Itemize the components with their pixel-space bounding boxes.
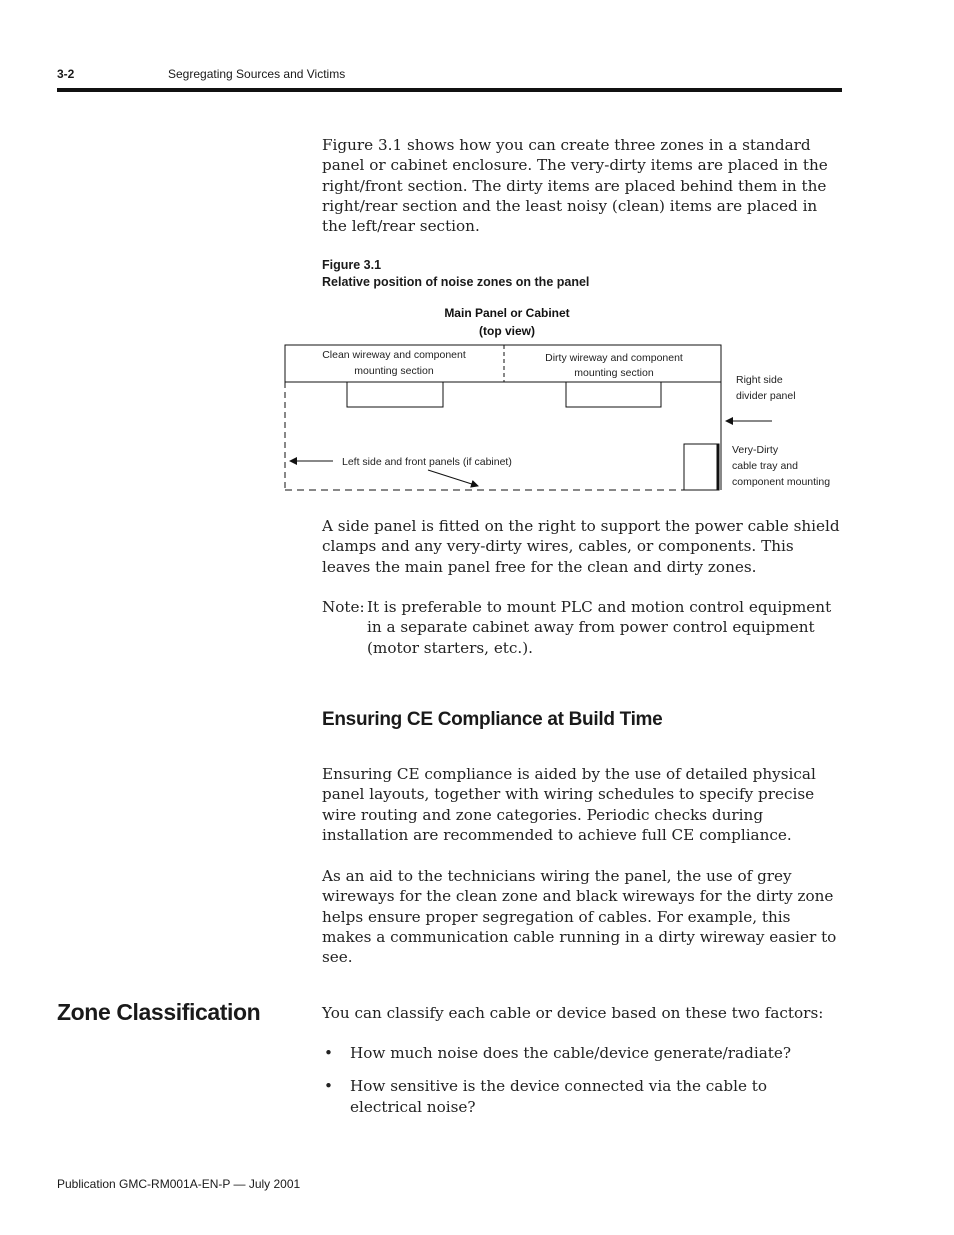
clean-component-box xyxy=(347,382,443,407)
list-item-text: How much noise does the cable/device generate/radiate? xyxy=(350,1044,791,1062)
noise-zones-diagram xyxy=(0,0,954,520)
very-dirty-label-line2: cable tray and xyxy=(732,460,798,472)
left-front-label: Left side and front panels (if cabinet) xyxy=(342,456,512,468)
figure-number: Figure 3.1 xyxy=(322,258,382,272)
ce-paragraph-1: Ensuring CE compliance is aided by the use of detailed physical panel layouts, together with wiring schedules to specify precise wire routing and zone categories. Periodic checks during installation are recommended to achieve full CE compliance. xyxy=(322,765,816,844)
bullet-symbol: • xyxy=(324,1077,333,1096)
publication-footer: Publication GMC-RM001A-EN-P — July 2001 xyxy=(57,1177,301,1191)
very-dirty-label: Very-Dirty xyxy=(732,444,779,456)
figure-caption-text: Relative position of noise zones on the panel xyxy=(322,275,590,289)
diagram-title: Main Panel or Cabinet xyxy=(444,306,570,320)
right-side-label-line2: divider panel xyxy=(736,390,796,402)
clean-section-label: Clean wireway and component xyxy=(322,349,466,361)
page-number: 3-2 xyxy=(57,67,75,81)
list-item-text: How sensitive is the device connected via the cable to electrical noise? xyxy=(350,1077,768,1116)
ce-paragraph-2: As an aid to the technicians wiring the panel, the use of grey wireways for the clean zone and black wireways for the dirty zone helps ensure proper segregation of cables. For example, this makes a communication cable running in a dirty wireway easier to see. xyxy=(322,867,837,967)
note-block xyxy=(322,597,842,658)
right-side-label: Right side xyxy=(736,374,783,386)
zone-intro-paragraph: You can classify each cable or device based on these two factors: xyxy=(322,1004,824,1022)
note-label: Note: xyxy=(322,598,365,616)
list-item xyxy=(322,1076,842,1117)
running-header-title: Segregating Sources and Victims xyxy=(168,67,346,81)
dirty-component-box xyxy=(566,382,661,407)
dirty-section-label-line2: mounting section xyxy=(574,367,654,379)
zone-classification-heading: Zone Classification xyxy=(57,999,261,1025)
clean-section-label-line2: mounting section xyxy=(354,365,434,377)
zone-factors-list xyxy=(322,1043,842,1130)
front-panel-arrow xyxy=(428,470,478,486)
dirty-section-label: Dirty wireway and component xyxy=(545,352,683,364)
list-item xyxy=(322,1043,842,1063)
very-dirty-tray xyxy=(684,444,719,490)
intro-paragraph: Figure 3.1 shows how you can create three zones in a standard panel or cabinet enclosure. The very-dirty items are placed in the right/front section. The dirty items are placed behind them in the right/rear section and the least noisy (clean) items are placed in the left/rear section. xyxy=(322,136,828,236)
diagram-subtitle: (top view) xyxy=(479,324,535,338)
very-dirty-label-line3: component mounting xyxy=(732,476,831,488)
note-text: It is preferable to mount PLC and motion control equipment in a separate cabinet away from power control equipment (motor starters, etc.). xyxy=(367,598,832,657)
side-panel-paragraph: A side panel is fitted on the right to support the power cable shield clamps and any very-dirty wires, cables, or components. This leaves the main panel free for the clean and dirty zones. xyxy=(322,517,840,576)
ce-compliance-heading: Ensuring CE Compliance at Build Time xyxy=(322,709,663,730)
bullet-symbol: • xyxy=(324,1044,333,1062)
